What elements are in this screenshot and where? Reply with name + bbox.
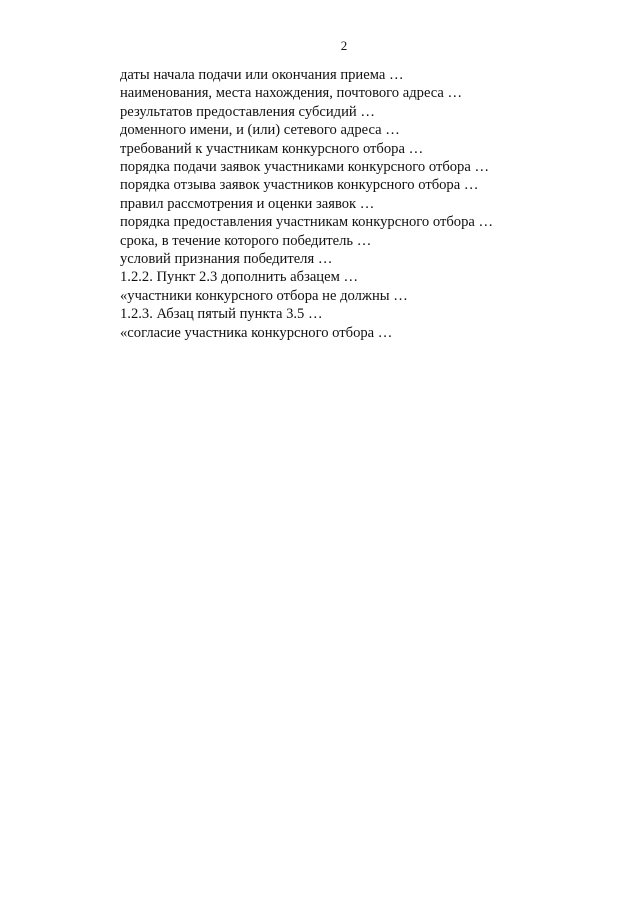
paragraph: результатов предоставления субсидий … [120,103,375,120]
document-body [90,66,598,342]
paragraph: требований к участникам конкурсного отбора … [120,140,424,157]
paragraph: условий признания победителя … [120,251,333,268]
page-number: 2 [340,38,348,53]
paragraph: порядка отзыва заявок участников конкурсного отбора … [120,177,479,194]
paragraph: даты начала подачи или окончания приема … [120,67,404,83]
paragraph: «участники конкурсного отбора не должны … [120,287,408,304]
paragraph: правил рассмотрения и оценки заявок … [120,195,375,212]
paragraph: 1.2.2. Пункт 2.3 дополнить абзацем … [120,269,359,286]
paragraph: доменного имени, и (или) сетевого адреса … [120,122,400,139]
paragraph: 1.2.3. Абзац пятый пункта 3.5 … [120,306,323,323]
paragraph: порядка предоставления участникам конкурсного отбора … [120,214,494,231]
paragraph: срока, в течение которого победитель … [120,232,372,249]
paragraph: наименования, места нахождения, почтового адреса … [120,85,463,102]
paragraph: «согласие участника конкурсного отбора … [120,324,393,341]
paragraph: порядка подачи заявок участниками конкурсного отбора … [120,159,490,176]
